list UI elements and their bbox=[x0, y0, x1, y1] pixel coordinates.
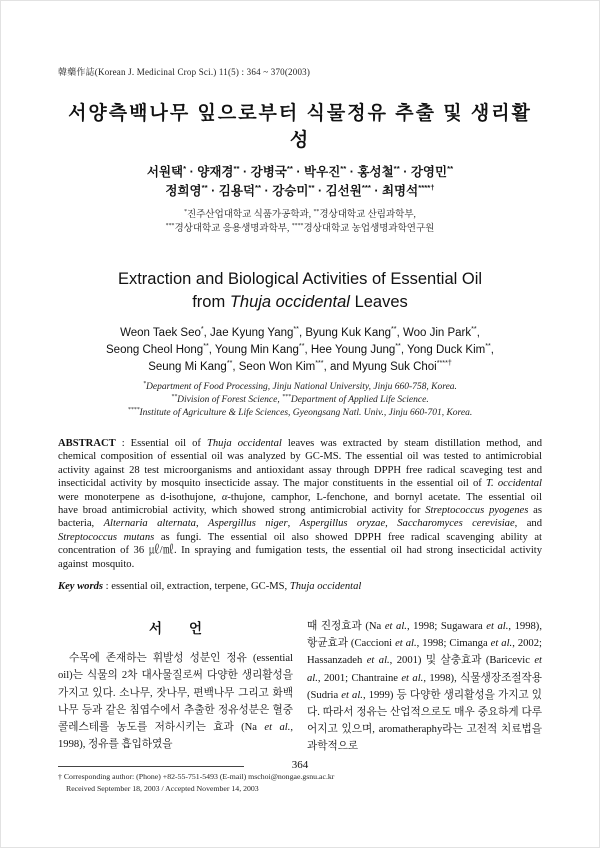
english-authors bbox=[58, 325, 542, 376]
english-affiliation-line-1: *Department of Food Processing, Jinju National University, Jinju 660-758, Korea. bbox=[143, 380, 457, 392]
keywords-line: Key words : essential oil, extraction, terpene, GC-MS, Thuja occidental bbox=[58, 581, 362, 593]
english-author-line-2: Seong Cheol Hong**, Young Min Kang**, Hee Young Jung**, Yong Duck Kim**, bbox=[106, 342, 494, 356]
korean-title: 서양측백나무 잎으로부터 식물정유 추출 및 생리활성 bbox=[68, 103, 532, 151]
intro-section-heading: 서 언 bbox=[148, 621, 203, 637]
korean-affiliations bbox=[58, 208, 542, 236]
page-number: 364 bbox=[291, 759, 309, 771]
english-title-line-2: from Thuja occidental Leaves bbox=[192, 293, 408, 311]
corresponding-author-line: † Corresponding author: (Phone) +82-55-751-5493 (E-mail) mschoi@nongae.gsnu.ac.kr bbox=[58, 771, 335, 781]
left-column bbox=[58, 618, 293, 756]
english-title bbox=[58, 268, 542, 314]
korean-author-line-2: 정희영** · 김용덕** · 강승미** · 김선원*** · 최명석****† bbox=[165, 182, 435, 198]
received-accepted-line: Received September 18, 2003 / Accepted November 14, 2003 bbox=[66, 783, 259, 793]
english-author-line-1: Weon Taek Seo*, Jae Kyung Yang**, Byung Kuk Kang**, Woo Jin Park**, bbox=[120, 325, 480, 339]
korean-author-line-1: 서원택* · 양재경** · 강병국** · 박우진** · 홍성철** · 강영민** bbox=[146, 163, 454, 179]
intro-paragraph-left: 수목에 존재하는 휘발성 성분인 정유 (essential oil)는 식물의 2차 대사물질로써 다양한 생리활성을 가지고 있다. 소나무, 잣나무, 편백나무 그리고 화백나무 등과 같은 침엽수에서 추출한 정유성분은 혈중 콜레스테롤 농도를 저하시키는 효과 (Na et al., 1998), 정유를 흡입하였을 bbox=[58, 653, 294, 751]
korean-authors bbox=[58, 163, 542, 201]
intro-paragraph-right: 때 진정효과 (Na et al., 1998; Sugawara et al., 1998), 항균효과 (Caccioni et al., 1998; Cimanga et al., 2002; Hassanzadeh et al., 2001) 및 살충효과 (Baricevic et al., 2001; Chantraine et al., 1998), 식물생장조절작용 (Sudria et al., 1999) 등 다양한 생리활성을 가지고 있다. 따라서 정유는 산업적으로도 매우 중요하게 다루어지고 있으며, aromatheraphy라는 고전적 치료법을 과학적으로 bbox=[307, 621, 543, 753]
journal-citation-line: 韓藥作誌(Korean J. Medicinal Crop Sci.) 11(5) : 364 ~ 370(2003) bbox=[58, 67, 311, 77]
english-affiliation-line-3: ****Institute of Agriculture & Life Sciences, Gyeongsang Natl. Univ., Jinju 660-701, Korea. bbox=[127, 406, 473, 418]
korean-affiliation-line-2: ***경상대학교 응용생명과학부, ****경상대학교 농업생명과학연구원 bbox=[165, 222, 435, 234]
english-affiliation-line-2: **Division of Forest Science, ***Department of Applied Life Science. bbox=[171, 393, 429, 405]
abstract-paragraph: ABSTRACT : Essential oil of Thuja occidental leaves was extracted by steam distillation method, and chemical composition of essential oil was analyzed by GC-MS. The essential oil was tested to antimicrobial activity against 28 test microorganisms and antioxidant assay through DPPH free radical scaveging test and insecticidal activity by mosquito insecticide assay. The major constituents in the essential oil of T. occidental were monoterpene as d-isothujone, α-thujone, camphor, L-fenchone, and bornyl acetate. The essential oil have broad antimicrobial activity, which showed strong antimicrobial activity for Streptococcus pyogenes as bacteria, Alternaria alternata, Aspergillus niger, Aspergillus oryzae, Saccharomyces cerevisiae, and Streptococcus mutans as fungi. The essential oil also showed DPPH free radical scavenging ability at concentration of 36 ㎕/㎖. In spraying and fumigation tests, the essential oil had strong insecticidal activity against mosquito. bbox=[58, 438, 543, 570]
english-title-line-1: Extraction and Biological Activities of Essential Oil bbox=[117, 270, 483, 288]
two-column-body bbox=[58, 618, 542, 756]
english-affiliations bbox=[58, 381, 542, 420]
english-author-line-3: Seung Mi Kang**, Seon Won Kim***, and Myung Suk Choi****† bbox=[148, 359, 452, 373]
right-column bbox=[307, 618, 542, 756]
korean-affiliation-line-1: *진주산업대학교 식품가공학과, **경상대학교 산림과학부, bbox=[184, 208, 416, 220]
